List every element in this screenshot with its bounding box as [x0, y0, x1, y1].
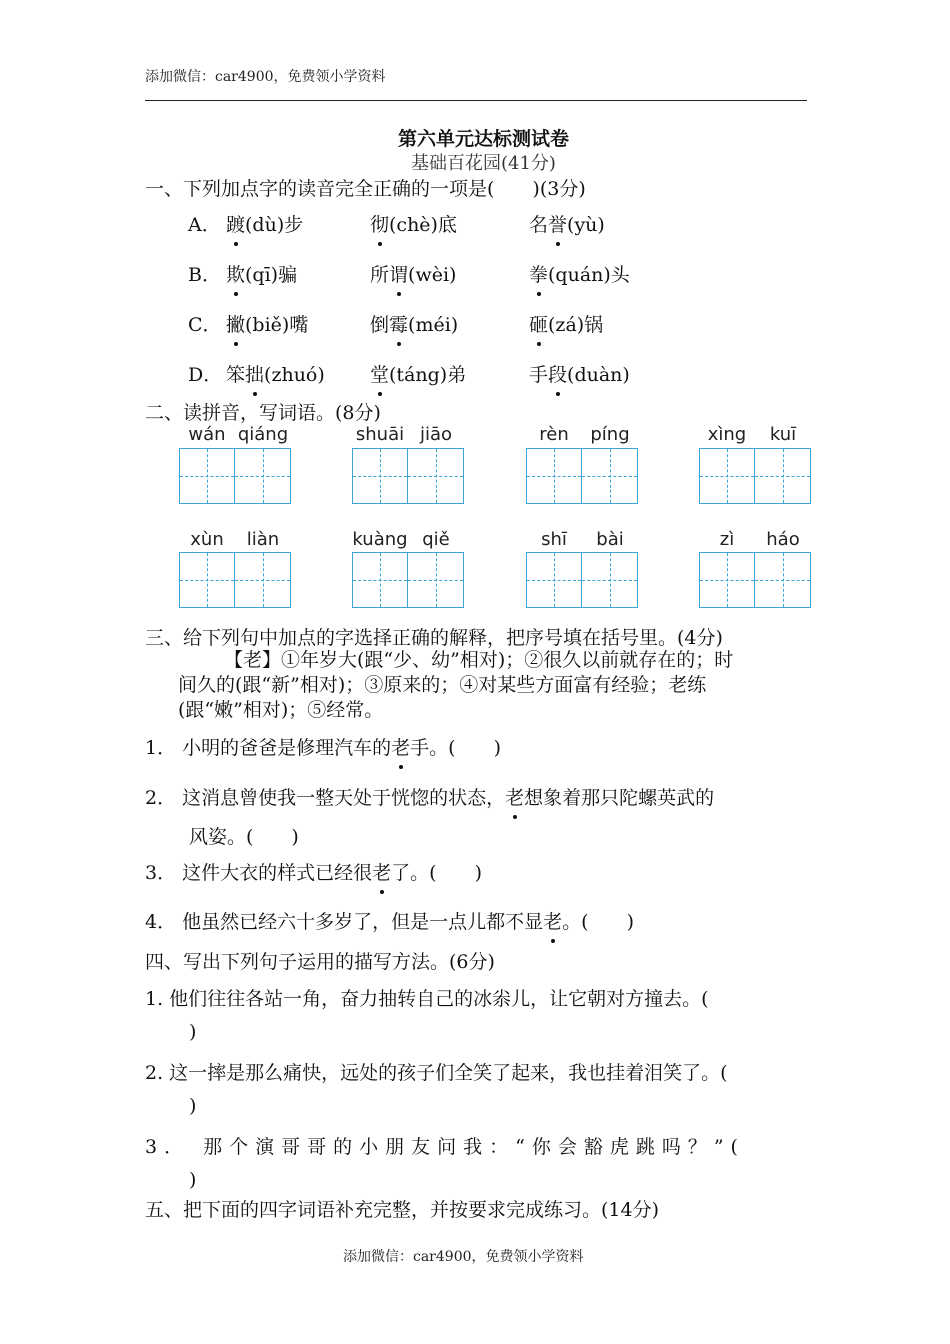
dotted-char: 踱: [226, 210, 245, 237]
section-2-title: 二、读拼音，写词语。(8分): [145, 402, 381, 424]
section-1-title: 一、下列加点字的读音完全正确的一项是( )(3分): [145, 178, 586, 200]
dotted-char: 老: [372, 858, 391, 885]
writing-cell[interactable]: [755, 448, 811, 504]
writing-cell[interactable]: [526, 448, 582, 504]
definition-line-2: 间久的(跟“新”相对)；③原来的；④对某些方面富有经验；老练: [178, 674, 707, 696]
option-word: [226, 210, 303, 237]
dotted-char: 谓: [389, 260, 408, 287]
question-text: 这件大衣的样式已经很: [182, 862, 373, 884]
dotted-char: 誉: [548, 210, 567, 237]
question-text-end[interactable]: 手。( ): [410, 737, 501, 759]
grid-guide-horizontal: [235, 476, 290, 477]
question-text: 小明的爸爸是修理汽车的: [182, 737, 392, 759]
pinyin-label: xìng: [707, 424, 747, 445]
word-suffix: (wèi): [408, 264, 457, 286]
writing-cell[interactable]: [235, 552, 291, 608]
writing-grid: [352, 552, 464, 608]
word-suffix: (quán)头: [548, 264, 630, 286]
word-prefix: 名: [529, 214, 549, 236]
s4-question-2[interactable]: 2. 这一摔是那么痛快，远处的孩子们全笑了起来，我也挂着泪笑了。(: [145, 1062, 728, 1084]
pinyin-label: zì: [719, 529, 735, 550]
writing-grid: [526, 448, 638, 504]
grid-guide-horizontal: [527, 476, 581, 477]
dotted-char: 霉: [389, 310, 408, 337]
word-suffix: (qī)骗: [245, 264, 298, 286]
word-suffix: (biě)嘴: [245, 314, 309, 336]
dotted-char: 段: [548, 360, 567, 387]
writing-cell[interactable]: [526, 552, 582, 608]
word-suffix: (méi): [408, 314, 459, 336]
word-prefix: 倒: [370, 314, 390, 336]
word-suffix: (chè)底: [389, 214, 457, 236]
pinyin-label: wán: [188, 424, 226, 445]
s4-question-3[interactable]: 3． 那个演哥哥的小朋友问我：“你会豁虎跳吗？”(: [145, 1136, 745, 1158]
grid-guide-horizontal: [755, 580, 810, 581]
option-label[interactable]: C．: [188, 314, 222, 336]
writing-grid: [179, 552, 291, 608]
grid-guide-horizontal: [700, 580, 754, 581]
question-number: 1．: [145, 737, 177, 759]
grid-guide-horizontal: [235, 580, 290, 581]
s3-question-4: [145, 907, 634, 934]
dotted-char: 老: [505, 783, 524, 810]
s3-question-2-continuation[interactable]: 风姿。( ): [189, 826, 299, 848]
grid-guide-horizontal: [755, 476, 810, 477]
option-word: [529, 310, 603, 337]
word-suffix: (dù)步: [245, 214, 304, 236]
grid-guide-horizontal: [408, 476, 463, 477]
dotted-char: 欺: [226, 260, 245, 287]
pinyin-label: qiáng: [237, 424, 289, 445]
section-5-title: 五、把下面的四字词语补充完整，并按要求完成练习。(14分): [145, 1199, 660, 1221]
option-word: [370, 360, 466, 387]
option-word: [529, 260, 630, 287]
writing-grid: [699, 552, 811, 608]
word-prefix: 所: [370, 264, 390, 286]
question-text-end[interactable]: 了。( ): [391, 862, 482, 884]
pinyin-label: shī: [541, 529, 567, 550]
s4-question-2-close: ): [189, 1095, 197, 1117]
writing-cell[interactable]: [352, 552, 408, 608]
pinyin-label: kuī: [769, 424, 797, 445]
option-word: [226, 360, 325, 387]
word-suffix: (táng)弟: [389, 364, 467, 386]
dotted-char: 撇: [226, 310, 245, 337]
option-word: [370, 310, 458, 337]
question-text: 这消息曾使我一整天处于恍惚的状态，: [182, 787, 506, 809]
s4-question-3-close: ): [189, 1169, 197, 1191]
word-suffix: (zá)锅: [548, 314, 604, 336]
grid-guide-horizontal: [582, 476, 637, 477]
dotted-char: 砸: [529, 310, 548, 337]
option-word: [529, 360, 630, 387]
dotted-char: 彻: [370, 210, 389, 237]
word-suffix: (duàn): [567, 364, 630, 386]
dotted-char: 老: [391, 733, 410, 760]
question-number: 3．: [145, 862, 177, 884]
dotted-char: 拙: [245, 360, 264, 387]
grid-guide-horizontal: [700, 476, 754, 477]
dotted-char: 老: [543, 907, 562, 934]
pinyin-label: shuāi: [355, 424, 405, 445]
section-4-title: 四、写出下列句子运用的描写方法。(6分): [145, 951, 495, 973]
grid-guide-horizontal: [180, 476, 234, 477]
pinyin-label: píng: [590, 424, 630, 445]
grid-guide-horizontal: [180, 580, 234, 581]
writing-cell[interactable]: [755, 552, 811, 608]
writing-grid: [179, 448, 291, 504]
option-label[interactable]: D．: [188, 364, 223, 386]
writing-cell[interactable]: [699, 448, 755, 504]
page-title: 第六单元达标测试卷: [398, 128, 570, 150]
option-word: [529, 210, 605, 237]
option-word: [370, 260, 456, 287]
option-label[interactable]: A．: [188, 214, 221, 236]
writing-cell[interactable]: [408, 552, 464, 608]
option-label[interactable]: B．: [188, 264, 221, 286]
s3-question-2: [145, 783, 714, 810]
section-3-title: 三、给下列句中加点的字选择正确的解释，把序号填在括号里。(4分): [145, 627, 723, 649]
writing-cell[interactable]: [582, 448, 638, 504]
writing-cell[interactable]: [352, 448, 408, 504]
writing-cell[interactable]: [179, 448, 235, 504]
question-number: 2．: [145, 787, 177, 809]
header-note: 添加微信：car4900，免费领小学资料: [145, 69, 386, 85]
s4-question-1[interactable]: 1. 他们往往各站一角，奋力抽转自己的冰尜儿，让它朝对方撞去。(: [145, 988, 709, 1010]
word-suffix: (yù): [567, 214, 605, 236]
question-text-end[interactable]: 。( ): [562, 911, 634, 933]
definition-line-1: 【老】①年岁大(跟“少、幼”相对)；②很久以前就存在的；时: [224, 649, 734, 671]
word-prefix: 手: [529, 364, 549, 386]
pinyin-label: xùn: [190, 529, 224, 550]
writing-grid: [352, 448, 464, 504]
pinyin-label: liàn: [246, 529, 280, 550]
option-word: [226, 260, 297, 287]
dotted-char: 堂: [370, 360, 389, 387]
pinyin-label: qiě: [422, 529, 450, 550]
grid-guide-horizontal: [353, 580, 407, 581]
grid-guide-horizontal: [582, 580, 637, 581]
question-number: 4．: [145, 911, 177, 933]
question-text: 他虽然已经六十多岁了，但是一点儿都不显: [182, 911, 544, 933]
footer-note: 添加微信：car4900，免费领小学资料: [343, 1249, 584, 1265]
writing-grid: [526, 552, 638, 608]
word-suffix: (zhuó): [264, 364, 325, 386]
definition-line-3: (跟“嫩”相对)；⑤经常。: [178, 699, 384, 721]
grid-guide-horizontal: [527, 580, 581, 581]
dotted-char: 拳: [529, 260, 548, 287]
writing-cell[interactable]: [179, 552, 235, 608]
pinyin-label: rèn: [539, 424, 569, 445]
writing-cell[interactable]: [582, 552, 638, 608]
s3-question-3: [145, 858, 482, 885]
option-word: [370, 210, 457, 237]
grid-guide-horizontal: [408, 580, 463, 581]
pinyin-label: háo: [766, 529, 800, 550]
question-text-end: 想象着那只陀螺英武的: [524, 787, 715, 809]
grid-guide-horizontal: [353, 476, 407, 477]
s3-question-1: [145, 733, 501, 760]
word-prefix: 笨: [226, 364, 246, 386]
writing-cell[interactable]: [235, 448, 291, 504]
writing-cell[interactable]: [699, 552, 755, 608]
writing-cell[interactable]: [408, 448, 464, 504]
writing-grid: [699, 448, 811, 504]
s4-question-1-close: ): [189, 1021, 197, 1043]
option-word: [226, 310, 308, 337]
page-subtitle: 基础百花园(41分): [411, 153, 556, 174]
header-divider: [145, 100, 807, 101]
pinyin-label: kuàng: [352, 529, 408, 550]
pinyin-label: jiāo: [419, 424, 453, 445]
pinyin-label: bài: [596, 529, 624, 550]
